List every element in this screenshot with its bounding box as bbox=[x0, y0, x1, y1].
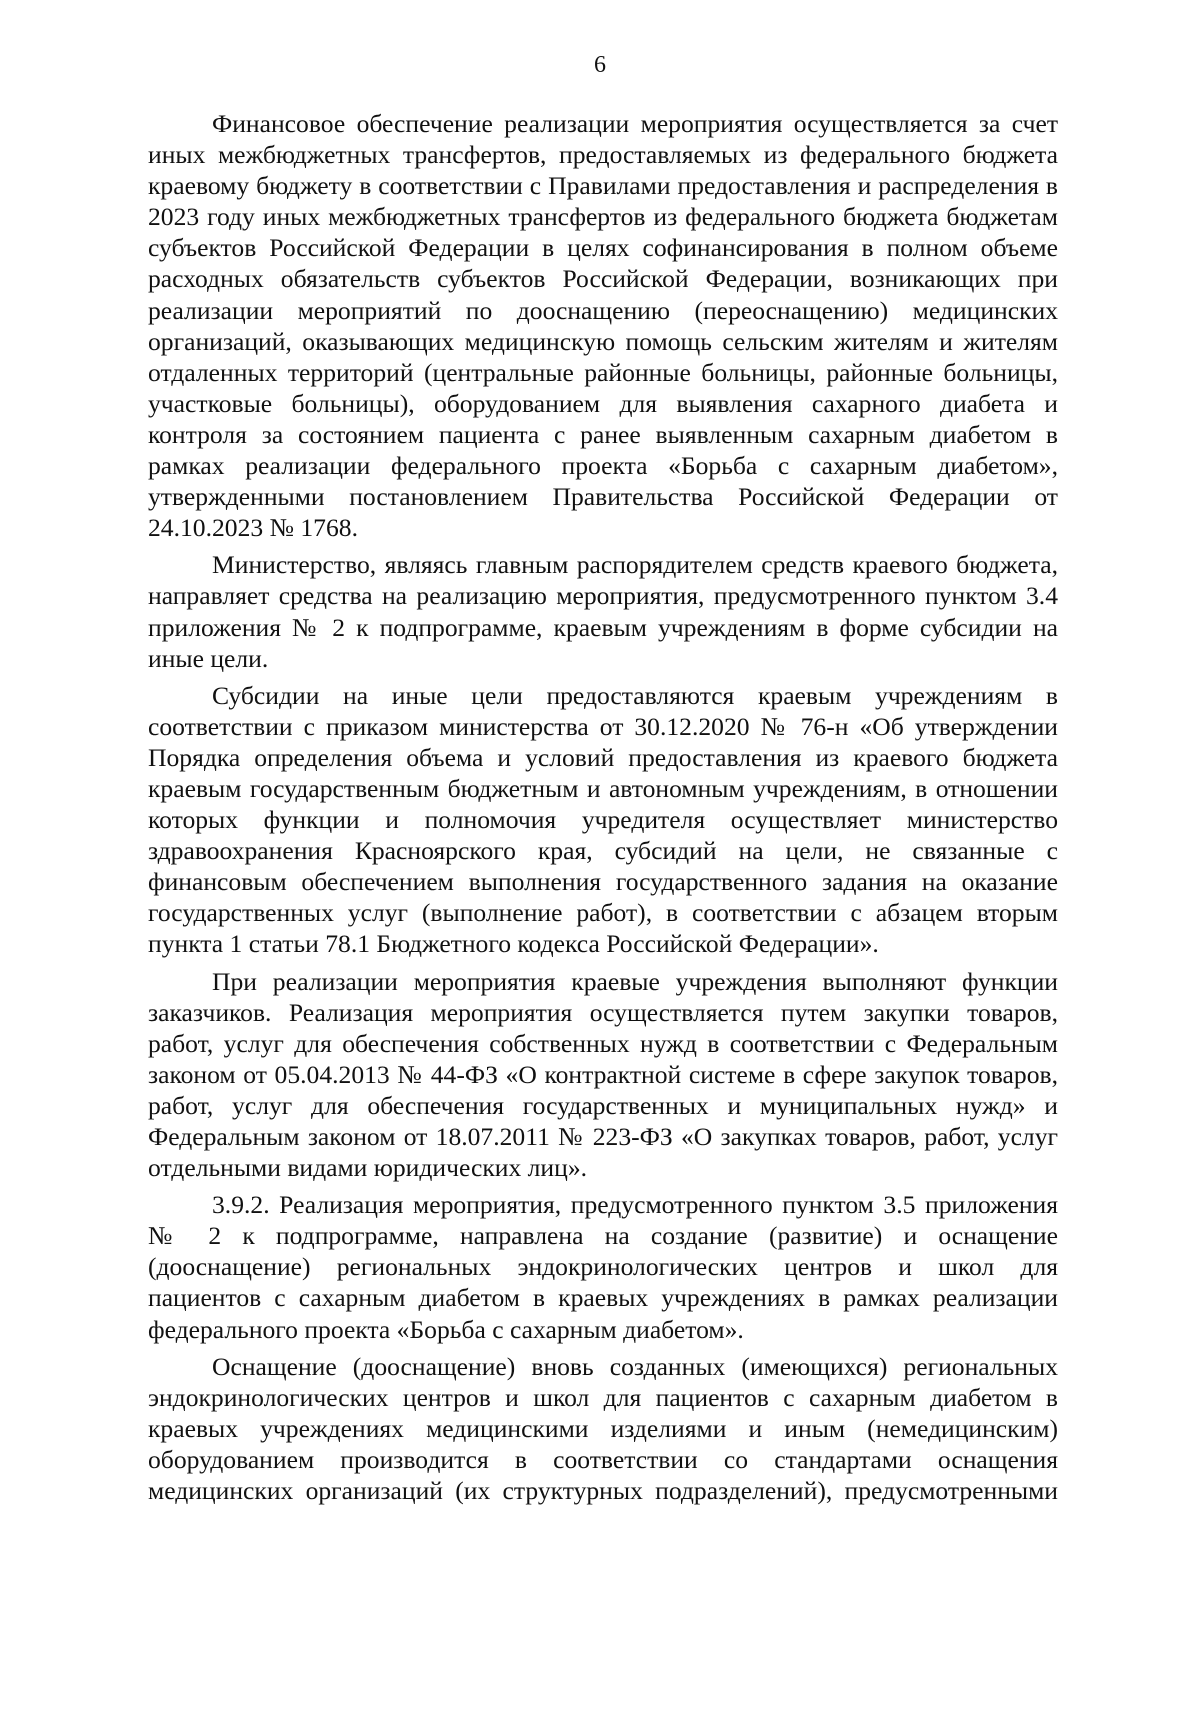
paragraph-equipment: Оснащение (дооснащение) вновь созданных (имеющихся) региональных эндокринологических центров и школ для пациентов с сахарным диабетом в краевых учреждениях медицинскими изделиями и иным (немедицинским) оборудованием производится в соответствии со стандартами оснащения медицинских организаций (их структурных подразделений), предусмотренными bbox=[148, 1351, 1058, 1506]
page-number: 6 bbox=[594, 52, 606, 78]
paragraph-subsidies: Субсидии на иные цели предоставляются краевым учреждениям в соответствии с приказом министерства от 30.12.2020 № 76-н «Об утверждении Порядка определения объема и условий предоставления из краевого бюджета краевым государственным бюджетным и автономным учреждениям, в отношении которых функции и полномочия учредителя осуществляет министерство здравоохранения Красноярского края, субсидий на цели, не связанные с финансовым обеспечением выполнения государственного задания на оказание государственных услуг (выполнение работ), в соответствии с абзацем вторым пункта 1 статьи 78.1 Бюджетного кодекса Российской Федерации». bbox=[148, 680, 1058, 959]
paragraph-funding: Финансовое обеспечение реализации мероприятия осуществляется за счет иных межбюджетных трансфертов, предоставляемых из федерального бюджета краевому бюджету в соответствии с Правилами предоставления и распределения в 2023 году иных межбюджетных трансфертов из федерального бюджета бюджетам субъектов Российской Федерации в целях софинансирования в полном объеме расходных обязательств субъектов Российской Федерации, возникающих при реализации мероприятий по дооснащению (переоснащению) медицинских организаций, оказывающих медицинскую помощь сельским жителям и жителям отдаленных территорий (центральные районные больницы, районные больницы, участковые больницы), оборудованием для выявления сахарного диабета и контроля за состоянием пациента с ранее выявленным сахарным диабетом в рамках реализации федерального проекта «Борьба с сахарным диабетом», утвержденными постановлением Правительства Российской Федерации от 24.10.2023 № 1768. bbox=[148, 109, 1058, 543]
paragraph-procurement: При реализации мероприятия краевые учреждения выполняют функции заказчиков. Реализация мероприятия осуществляется путем закупки товаров, работ, услуг для обеспечения собственных нужд в соответствии с Федеральным законом от 05.04.2013 № 44-ФЗ «О контрактной системе в сфере закупок товаров, работ, услуг для обеспечения государственных и муниципальных нужд» и Федеральным законом от 18.07.2011 № 223-ФЗ «О закупках товаров, работ, услуг отдельными видами юридических лиц». bbox=[148, 966, 1058, 1183]
paragraph-ministry: Министерство, являясь главным распорядителем средств краевого бюджета, направляет средства на реализацию мероприятия, предусмотренного пунктом 3.4 приложения № 2 к подпрограмме, краевым учреждениям в форме субсидии на иные цели. bbox=[148, 550, 1058, 673]
paragraph-section-3-9-2: 3.9.2. Реализация мероприятия, предусмотренного пунктом 3.5 приложения № 2 к подпрограмме, направлена на создание (развитие) и оснащение (дооснащение) региональных эндокринологических центров и школ для пациентов с сахарным диабетом в краевых учреждениях в рамках реализации федерального проекта «Борьба с сахарным диабетом». bbox=[148, 1190, 1058, 1344]
document-body bbox=[148, 108, 1058, 1512]
